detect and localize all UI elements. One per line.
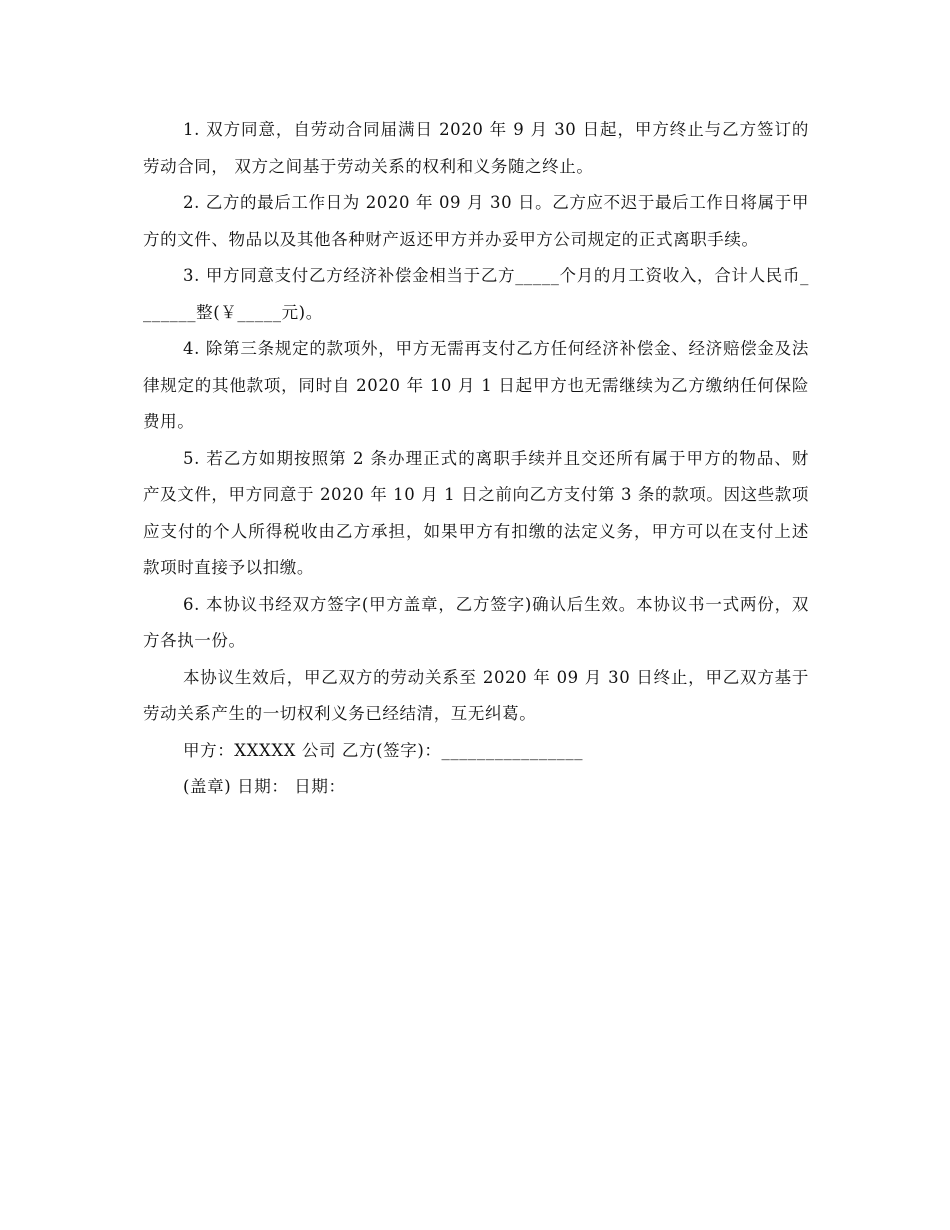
clause-1: 1. 双方同意，自劳动合同届满日 2020 年 9 月 30 日起，甲方终止与乙方签订的劳动合同， 双方之间基于劳动关系的权利和义务随之终止。 [143, 120, 809, 176]
clause-3: 3. 甲方同意支付乙方经济补偿金相当于乙方_____个月的月工资收入，合计人民币_______整(￥_____元)。 [143, 266, 809, 322]
clause-4: 4. 除第三条规定的款项外，甲方无需再支付乙方任何经济补偿金、经济赔偿金及法律规定的其他款项，同时自 2020 年 10 月 1 日起甲方也无需继续为乙方缴纳任何保险费用。 [143, 339, 809, 431]
clause-2: 2. 乙方的最后工作日为 2020 年 09 月 30 日。乙方应不迟于最后工作日将属于甲方的文件、物品以及其他各种财产返还甲方并办妥甲方公司规定的正式离职手续。 [143, 193, 809, 249]
signature-line: 甲方：XXXXX 公司 乙方(签字)：________________ [183, 740, 584, 760]
clause-6: 6. 本协议书经双方签字(甲方盖章，乙方签字)确认后生效。本协议书一式两份，双方各执一份。 [143, 594, 809, 650]
closing-paragraph: 本协议生效后，甲乙双方的劳动关系至 2020 年 09 月 30 日终止，甲乙双方基于劳动关系产生的一切权利义务已经结清，互无纠葛。 [143, 667, 809, 723]
agreement-body [143, 112, 809, 806]
date-line: (盖章) 日期： 日期： [183, 777, 346, 796]
clause-5: 5. 若乙方如期按照第 2 条办理正式的离职手续并且交还所有属于甲方的物品、财产及文件，甲方同意于 2020 年 10 月 1 日之前向乙方支付第 3 条的款项。因这些款项应支付的个人所得税收由乙方承担，如果甲方有扣缴的法定义务，甲方可以在支付上述款项时直接予以扣缴。 [143, 448, 809, 577]
